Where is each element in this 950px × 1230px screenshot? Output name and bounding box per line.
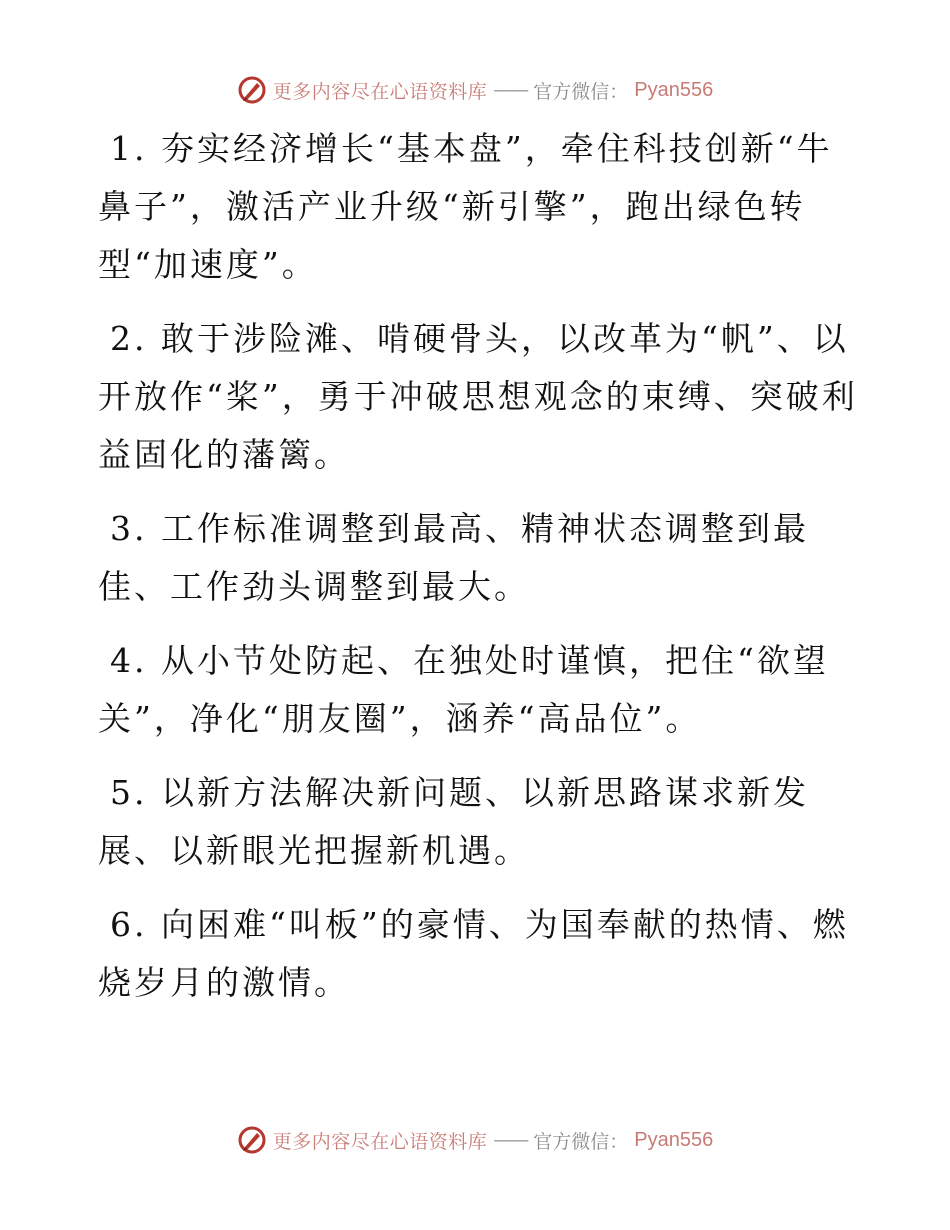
document-body [98,120,858,1028]
list-item: 4. 从小节处防起、在独处时谨慎，把住“欲望关”，净化“朋友圈”，涵养“高品位”。 [98,641,829,738]
watermark-dash: —— [493,79,528,101]
watermark-id: Pyan556 [634,78,714,101]
watermark-dash: —— [493,1129,528,1151]
watermark-label: 官方微信： [533,1130,629,1153]
header-watermark [0,70,950,110]
watermark-text: 更多内容尽在心语资料库 [272,1130,488,1153]
list-item: 2. 敢于涉险滩、啃硬骨头，以改革为“帆”、以开放作“桨”，勇于冲破思想观念的束缚、突破利益固化的藩篱。 [98,319,858,474]
list-item: 3. 工作标准调整到最高、精神状态调整到最佳、工作劲头调整到最大。 [98,509,809,606]
watermark-id: Pyan556 [634,1128,714,1151]
list-item: 1. 夯实经济增长“基本盘”，牵住科技创新“牛鼻子”，激活产业升级“新引擎”，跑出绿色转型“加速度”。 [98,129,833,284]
pen-logo-icon [237,1125,267,1155]
pen-logo-icon [237,75,267,105]
watermark-text: 更多内容尽在心语资料库 [272,80,488,103]
list-item: 6. 向困难“叫板”的豪情、为国奉献的热情、燃烧岁月的激情。 [98,905,849,1002]
footer-watermark [0,1120,950,1160]
list-item: 5. 以新方法解决新问题、以新思路谋求新发展、以新眼光把握新机遇。 [98,773,809,870]
watermark-label: 官方微信： [533,80,629,103]
